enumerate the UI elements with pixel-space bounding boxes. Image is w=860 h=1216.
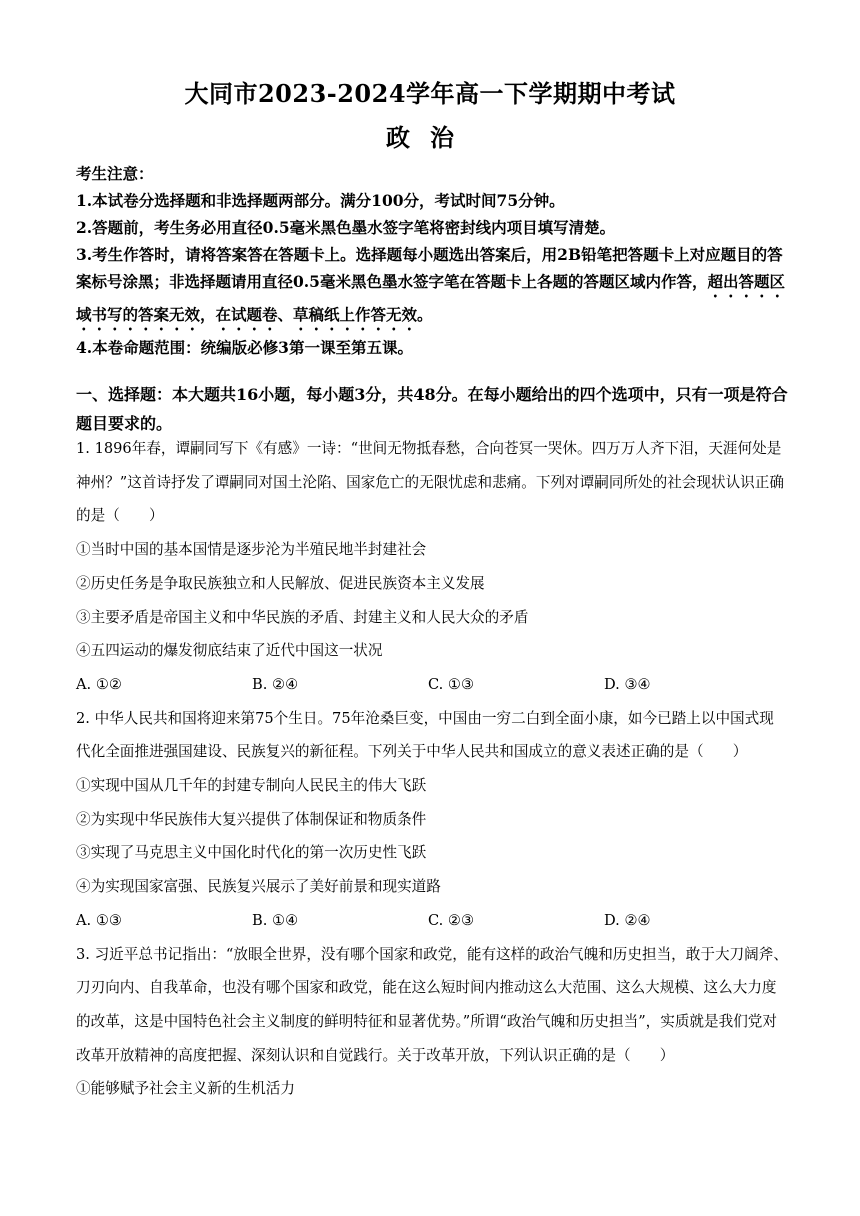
exam-title: 大同市2023-2024学年高一下学期期中考试 [184, 79, 676, 108]
note-2: 2.答题前，考生务必用直径0.5毫米黑色墨水签字笔将密封线内项目填写清楚。 [76, 218, 616, 237]
question-1-stem: 1. 1896年春，谭嗣同写下《有感》一诗：“世间无物抵春愁，合向苍冥一哭休。四万万人齐下泪，天涯何处是神州？”这首诗抒发了谭嗣同对国土沦陷、国家危亡的无限忧虑和悲痛。下列对谭嗣同所处的社会现状认识正确的是（ ） [76, 440, 784, 525]
question-list [76, 432, 788, 1106]
option-c: C. ①③ [428, 675, 475, 693]
question-2-stem: 2. 中华人民共和国将迎来第75个生日。75年沧桑巨变，中国由一穷二白到全面小康，如今已踏上以中国式现代化全面推进强国建设、民族复兴的新征程。下列关于中华人民共和国成立的意义表述正确的是（ ） [76, 709, 774, 761]
question-2-statement-1: ①实现中国从几千年的封建专制向人民民主的伟大飞跃 [76, 777, 427, 795]
question-1-statement-3: ③主要矛盾是帝国主义和中华民族的矛盾、封建主义和人民大众的矛盾 [76, 608, 529, 626]
question-2-statement-3: ③实现了马克思主义中国化时代化的第一次历史性飞跃 [76, 844, 427, 862]
question-1-statement-2: ②历史任务是争取民族独立和人民解放、促进民族资本主义发展 [76, 574, 485, 592]
question-2-statement-2: ②为实现中华民族伟大复兴提供了体制保证和物质条件 [76, 810, 427, 828]
note-3-emphasis-1: 超出答题区域书写的答案无效 [76, 272, 785, 324]
option-d: D. ②④ [604, 911, 651, 929]
section-heading: 一、选择题：本大题共16小题，每小题3分，共48分。在每小题给出的四个选项中，只有一项是符合题目要求的。 [76, 385, 788, 433]
option-a: A. ①② [76, 675, 122, 693]
note-3 [76, 241, 788, 334]
exam-subject: 政治 [386, 123, 474, 152]
question-1-options [76, 668, 788, 702]
note-3-text: 3.考生作答时，请将答案答在答题卡上。选择题每小题选出答案后，用2B铅笔把答题卡上对应题目的答案标号涂黑；非选择题请用直径0.5毫米黑色墨水签字笔在答题卡上各题的答题区域内作答， [76, 245, 783, 291]
notes-heading: 考生注意： [76, 164, 154, 183]
question-1-statement-1: ①当时中国的基本国情是逐步沦为半殖民地半封建社会 [76, 541, 427, 559]
option-c: C. ②③ [428, 911, 475, 929]
note-3-end: 。 [417, 305, 433, 324]
option-a: A. ①③ [76, 911, 122, 929]
exam-notes [76, 160, 788, 361]
question-2-options [76, 904, 788, 938]
note-1: 1.本试卷分选择题和非选择题两部分。满分100分，考试时间75分钟。 [76, 191, 565, 210]
option-d: D. ③④ [604, 675, 651, 693]
note-3-comma: ， [200, 305, 216, 324]
question-2-statement-4: ④为实现国家富强、民族复兴展示了美好前景和现实道路 [76, 878, 441, 896]
option-b: B. ①④ [252, 911, 299, 929]
question-1-statement-4: ④五四运动的爆发彻底结束了近代中国这一状况 [76, 642, 383, 660]
note-3-emphasis-2: 在试题卷、草稿纸上作答无效 [215, 305, 418, 324]
question-3-statement-1: ①能够赋予社会主义新的生机活力 [76, 1080, 295, 1098]
note-4: 4.本卷命题范围：统编版必修3第一课至第五课。 [76, 338, 413, 357]
option-b: B. ②④ [252, 675, 299, 693]
question-3-stem: 3. 习近平总书记指出：“放眼全世界，没有哪个国家和政党，能有这样的政治气魄和历史担当，敢于大刀阔斧、刀刃向内、自我革命，也没有哪个国家和政党，能在这么短时间内推动这么大范围、这么大规模、这么大力度的改革，这是中国特色社会主义制度的鲜明特征和显著优势。”所谓“政治气魄和历史担当”，实质就是我们党对改革开放精神的高度把握、深刻认识和自觉践行。关于改革开放，下列认识正确的是（ ） [76, 945, 788, 1064]
